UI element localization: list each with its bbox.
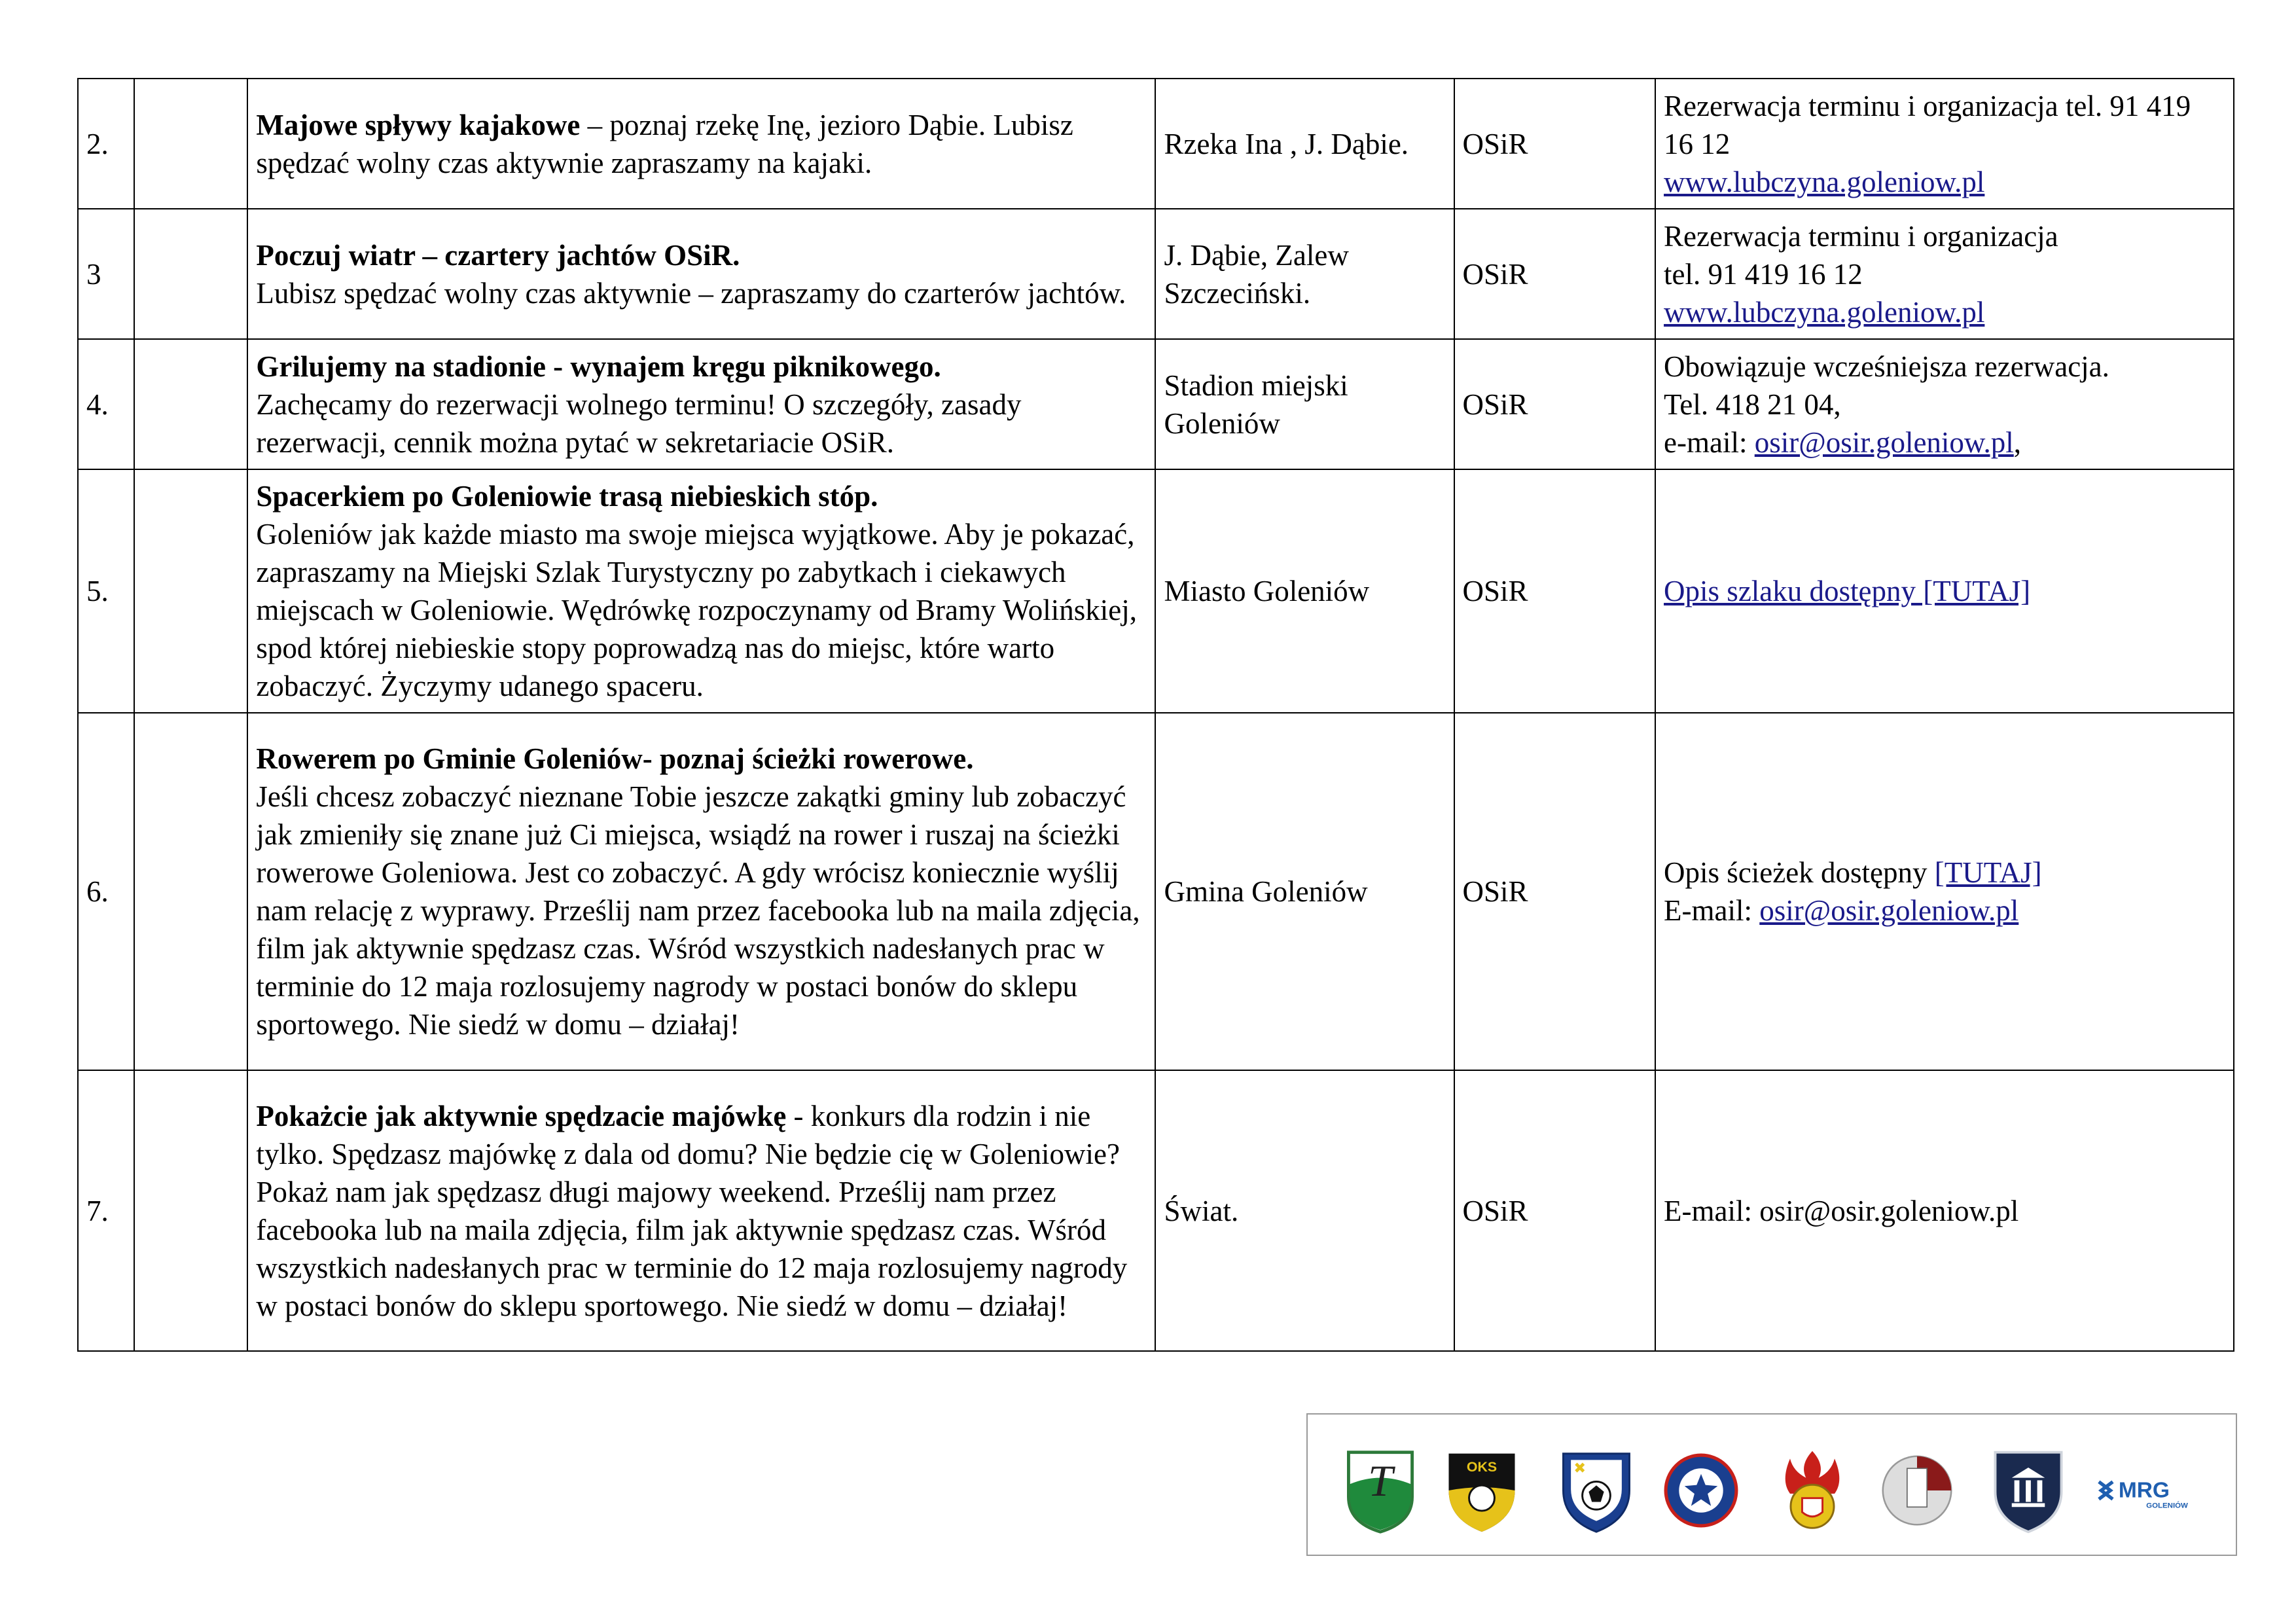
contact-text: Obowiązuje wcześniejsza rezerwacja. [1664, 350, 2109, 383]
row-number: 5. [78, 469, 134, 713]
trail-description-link[interactable]: Opis szlaku dostępny [TUTAJ] [1664, 575, 2031, 607]
activity-body: - konkurs dla rodzin i nie tylko. Spędzasz majówkę z dala od domu? Nie będzie cię w Goleniowie? Pokaż nam jak spędzasz długi majowy weekend. Prześlij nam przez facebooka lub na maila zdjęcia, film jak aktywnie spędzasz czas. Wśród wszystkich nadesłanych prac w terminie do 12 maja rozlosujemy nagrody w postaci bonów do sklepu sportowego. Nie siedź w domu – działaj! [256, 1099, 1128, 1322]
activity-description [247, 469, 1155, 713]
activity-description [247, 339, 1155, 469]
email-prefix: E-mail: [1664, 894, 1760, 927]
activity-place: Gmina Goleniów [1155, 713, 1454, 1070]
activity-organizer: OSiR [1454, 209, 1656, 339]
paths-prefix: Opis ścieżek dostępny [1664, 856, 1935, 889]
svg-text:T: T [1368, 1455, 1393, 1506]
activity-description [247, 209, 1155, 339]
activity-place: J. Dąbie, Zalew Szczeciński. [1155, 209, 1454, 339]
activity-place: Rzeka Ina , J. Dąbie. [1155, 79, 1454, 209]
contact-phone: Tel. 418 21 04, [1664, 388, 1841, 421]
table-row [78, 1070, 2234, 1351]
activity-title: Majowe spływy kajakowe [256, 108, 581, 141]
activity-title: Rowerem po Gminie Goleniów- poznaj ścieżki rowerowe. [256, 742, 974, 775]
empty-cell [134, 1070, 248, 1351]
row-number: 2. [78, 79, 134, 209]
table-row [78, 469, 2234, 713]
logo-gmina [1878, 1446, 1956, 1535]
activity-place: Świat. [1155, 1070, 1454, 1351]
activity-organizer: OSiR [1454, 713, 1656, 1070]
contact-email-line [1664, 892, 2225, 929]
svg-text:GOLENIÓW: GOLENIÓW [2146, 1502, 2188, 1510]
activity-place: Miasto Goleniów [1155, 469, 1454, 713]
row-number: 4. [78, 339, 134, 469]
empty-cell [134, 469, 248, 713]
svg-text:MRG: MRG [2118, 1478, 2170, 1503]
activity-body: Zachęcamy do rezerwacji wolnego terminu! O szczegóły, zasady rezerwacji, cennik można pytać w sekretariacie OSiR. [256, 388, 1022, 459]
empty-cell [134, 209, 248, 339]
logo-t-club [1342, 1446, 1419, 1535]
row-number: 7. [78, 1070, 134, 1351]
table-row [78, 339, 2234, 469]
activity-body: Goleniów jak każde miasto ma swoje miejsca wyjątkowe. Aby je pokazać, zapraszamy na Miejski Szlak Turystyczny po zabytkach i ciekawych miejscach w Goleniowie. Wędrówkę rozpoczynamy od Bramy Wolińskiej, spod której niebieskie stopy poprowadzą nas do miejsc, które warto zobaczyć. Życzymy udanego spaceru. [256, 518, 1138, 702]
logo-fire-service [1774, 1446, 1851, 1535]
logo-mrg [2093, 1446, 2191, 1535]
activity-contact [1655, 339, 2234, 469]
sponsor-logos-box [1306, 1413, 2237, 1556]
activities-table [77, 78, 2234, 1352]
contact-email-line [1664, 424, 2225, 461]
activity-description [247, 79, 1155, 209]
activity-organizer: OSiR [1454, 469, 1656, 713]
activity-organizer: OSiR [1454, 339, 1656, 469]
row-number: 6. [78, 713, 134, 1070]
activity-organizer: OSiR [1454, 1070, 1656, 1351]
activity-contact [1655, 469, 2234, 713]
logo-police [1662, 1446, 1740, 1535]
table-row [78, 79, 2234, 209]
activity-contact [1655, 713, 2234, 1070]
contact-text: E-mail: osir@osir.goleniow.pl [1664, 1194, 2019, 1227]
activity-body: Lubisz spędzać wolny czas aktywnie – zapraszamy do czarterów jachtów. [256, 276, 1126, 310]
activity-body: Jeśli chcesz zobaczyć nieznane Tobie jeszcze zakątki gminy lub zobaczyć jak zmieniły się znane już Ci miejsca, wsiądź na rower i ruszaj na ścieżki rowerowe Goleniowa. Jest co zobaczyć. A gdy wrócisz koniecznie wyślij nam relację z wyprawy. Prześlij nam przez facebooka lub na maila zdjęcia, film jak aktywnie spędzasz czas. Wśród wszystkich nadesłanych prac w terminie do 12 maja rozlosujemy nagrody w postaci bonów do sklepu sportowego. Nie siedź w domu – działaj! [256, 780, 1140, 1041]
activity-description [247, 713, 1155, 1070]
website-link[interactable]: www.lubczyna.goleniow.pl [1664, 165, 1985, 198]
svg-text:OKS: OKS [1466, 1458, 1498, 1475]
activity-title: Spacerkiem po Goleniowie trasą niebieskich stóp. [256, 480, 878, 513]
contact-text: Rezerwacja terminu i organizacja tel. 91 419 16 12 [1664, 89, 2191, 160]
paths-link[interactable]: [TUTAJ] [1934, 856, 2042, 889]
logo-uniwersytet [1990, 1446, 2067, 1535]
activity-description [247, 1070, 1155, 1351]
empty-cell [134, 339, 248, 469]
contact-text: Rezerwacja terminu i organizacja [1664, 219, 2058, 253]
activity-title: Grilujemy na stadionie - wynajem kręgu piknikowego. [256, 350, 941, 383]
table-row [78, 209, 2234, 339]
activity-title: Pokażcie jak aktywnie spędzacie majówkę [256, 1099, 787, 1132]
logo-oks [1443, 1446, 1520, 1535]
activity-contact [1655, 79, 2234, 209]
logo-klub-sportowy [1558, 1446, 1635, 1535]
activity-contact [1655, 209, 2234, 339]
activity-organizer: OSiR [1454, 79, 1656, 209]
row-number: 3 [78, 209, 134, 339]
email-suffix: , [2013, 425, 2022, 459]
activity-place: Stadion miejski Goleniów [1155, 339, 1454, 469]
empty-cell [134, 79, 248, 209]
email-link[interactable]: osir@osir.goleniow.pl [1759, 894, 2019, 927]
activity-title: Poczuj wiatr – czartery jachtów OSiR. [256, 238, 740, 272]
paths-line [1664, 854, 2225, 892]
contact-phone: tel. 91 419 16 12 [1664, 257, 1863, 291]
empty-cell [134, 713, 248, 1070]
table-row [78, 713, 2234, 1070]
email-prefix: e-mail: [1664, 425, 1755, 459]
website-link[interactable]: www.lubczyna.goleniow.pl [1664, 295, 1985, 329]
email-link[interactable]: osir@osir.goleniow.pl [1754, 425, 2014, 459]
activity-contact [1655, 1070, 2234, 1351]
activity-body: – poznaj rzekę Inę, jezioro Dąbie. Lubisz spędzać wolny czas aktywnie zapraszamy na kajaki. [256, 108, 1073, 179]
